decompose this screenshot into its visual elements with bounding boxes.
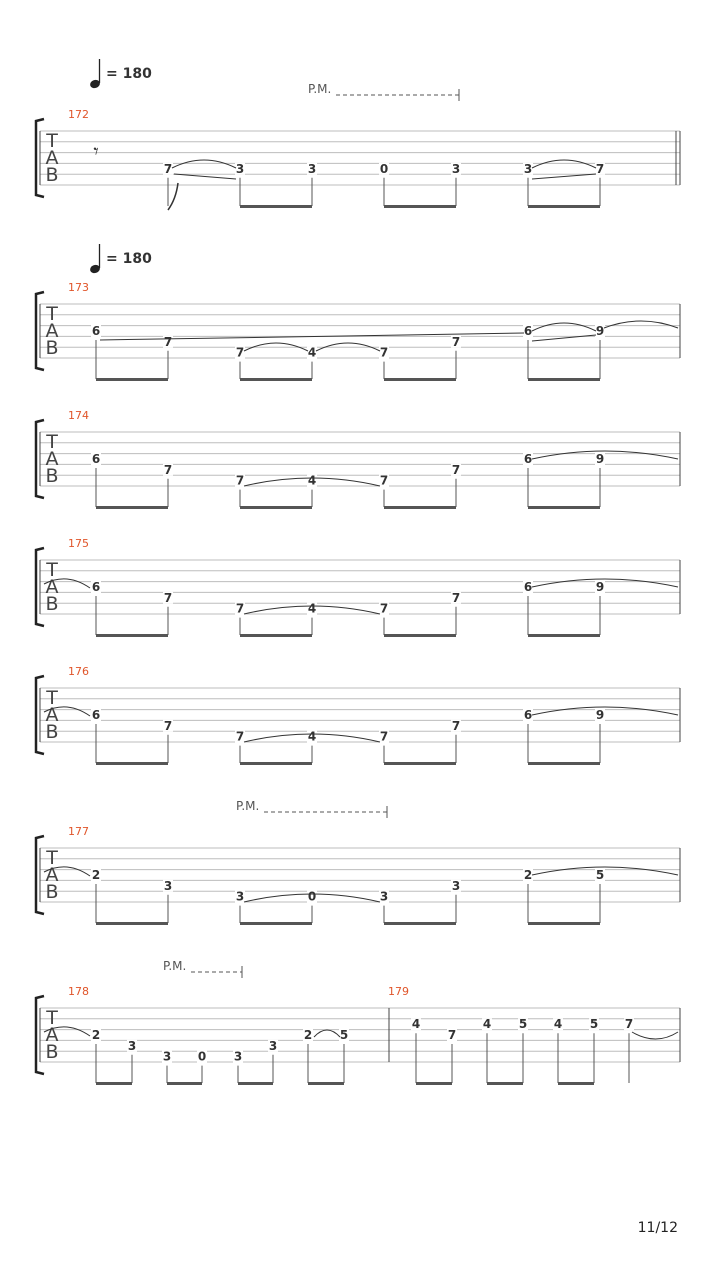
beam (167, 1082, 202, 1085)
fret-number: 6 (91, 708, 101, 722)
bar-number: 174 (68, 409, 89, 422)
bar-number: 175 (68, 537, 89, 550)
tab-clef-letter: B (45, 337, 59, 359)
beam (528, 762, 600, 765)
fret-number: 7 (235, 729, 245, 744)
eighth-rest: 𝄾 (93, 139, 99, 163)
tab-system (36, 409, 680, 509)
fret-number: 4 (307, 345, 317, 360)
tempo-mark: = 180 (106, 66, 152, 82)
fret-number: 9 (595, 708, 605, 722)
beam (96, 1082, 132, 1085)
beam (96, 634, 168, 637)
beam (384, 634, 456, 637)
tab-system (36, 665, 680, 765)
tab-clef-letter: T (46, 847, 58, 869)
beam (240, 922, 312, 925)
beam (384, 922, 456, 925)
bar-number: 172 (68, 108, 89, 121)
tab-clef-letter: A (45, 1024, 59, 1046)
beam (384, 762, 456, 765)
tab-clef-letter: A (45, 864, 59, 886)
fret-number: 7 (163, 718, 173, 733)
fret-number: 4 (307, 473, 317, 488)
beam (308, 1082, 344, 1085)
fret-number: 7 (624, 1017, 634, 1032)
fret-number: 3 (233, 1049, 243, 1064)
beam (240, 762, 312, 765)
fret-number: 7 (235, 473, 245, 488)
tab-system (36, 825, 680, 925)
fret-number: 4 (553, 1017, 563, 1032)
tab-clef-letter: B (45, 593, 59, 615)
fret-number: 6 (523, 452, 533, 466)
fret-number: 0 (307, 889, 317, 904)
fret-number: 4 (411, 1017, 421, 1032)
fret-number: 7 (451, 718, 461, 733)
fret-number: 3 (127, 1038, 137, 1053)
tab-clef-letter: T (46, 559, 58, 581)
fret-number: 5 (339, 1028, 349, 1042)
fret-number: 3 (523, 161, 533, 176)
fret-number: 6 (91, 324, 101, 338)
fret-number: 0 (379, 161, 389, 176)
tab-system (36, 985, 680, 1085)
palm-mute-label: P.M. (236, 799, 260, 813)
fret-number: 7 (235, 345, 245, 360)
beam (240, 205, 312, 208)
fret-number: 6 (523, 708, 533, 722)
beam (558, 1082, 594, 1085)
bar-number: 178 (68, 985, 89, 998)
fret-number: 3 (235, 161, 245, 176)
fret-number: 7 (163, 161, 173, 176)
beam (487, 1082, 523, 1085)
beam (238, 1082, 273, 1085)
beam (528, 922, 600, 925)
tab-clef-letter: A (45, 704, 59, 726)
beam (528, 506, 600, 509)
beam (240, 506, 312, 509)
tie-arc (532, 323, 596, 331)
tie-arc (532, 160, 596, 168)
fret-number: 2 (91, 868, 101, 882)
page-number: 11/12 (637, 1220, 678, 1236)
tab-clef-letter: T (46, 303, 58, 325)
fret-number: 7 (379, 345, 389, 360)
pick-scrape-mark (168, 183, 178, 210)
fret-number: 3 (451, 161, 461, 176)
fret-number: 7 (163, 462, 173, 477)
fret-number: 7 (379, 601, 389, 616)
bar-number: 173 (68, 281, 89, 294)
fret-number: 2 (91, 1028, 101, 1042)
bar-number: 176 (68, 665, 89, 678)
tab-clef-letter: B (45, 721, 59, 743)
tab-clef-letter: B (45, 1041, 59, 1063)
fret-number: 7 (163, 590, 173, 605)
fret-number: 3 (379, 889, 389, 904)
beam (528, 205, 600, 208)
tie-arc (632, 1032, 678, 1039)
beam (240, 378, 312, 381)
fret-number: 6 (91, 452, 101, 466)
beam (96, 922, 168, 925)
tab-clef-letter: B (45, 465, 59, 487)
fret-number: 5 (518, 1017, 528, 1032)
beam (384, 205, 456, 208)
palm-mute-label: P.M. (308, 82, 332, 96)
fret-number: 0 (197, 1049, 207, 1064)
beam (528, 378, 600, 381)
tie-arc (604, 321, 678, 328)
beam (96, 762, 168, 765)
bar-number: 177 (68, 825, 89, 838)
fret-number: 7 (595, 161, 605, 176)
fret-number: 7 (451, 462, 461, 477)
fret-number: 7 (447, 1028, 457, 1042)
fret-number: 2 (303, 1028, 313, 1042)
fret-number: 5 (595, 868, 605, 882)
slide-line (174, 174, 236, 179)
slide-line (532, 174, 596, 179)
beam (528, 634, 600, 637)
tab-clef-letter: T (46, 1007, 58, 1029)
beam (96, 506, 168, 509)
tie-arc (314, 1030, 340, 1037)
tab-clef-letter: B (45, 881, 59, 903)
fret-number: 7 (379, 729, 389, 744)
tab-clef-letter: A (45, 320, 59, 342)
fret-number: 3 (307, 161, 317, 176)
tab-clef-letter: A (45, 576, 59, 598)
tab-system (36, 108, 680, 208)
fret-number: 5 (589, 1017, 599, 1032)
tab-clef-letter: T (46, 687, 58, 709)
tab-clef-letter: A (45, 147, 59, 169)
fret-number: 7 (451, 590, 461, 605)
fret-number: 6 (91, 580, 101, 594)
fret-number: 7 (451, 334, 461, 349)
beam (240, 634, 312, 637)
tempo-mark: = 180 (106, 251, 152, 267)
tie-arc (172, 160, 236, 168)
beam (384, 506, 456, 509)
fret-number: 3 (235, 889, 245, 904)
fret-number: 3 (162, 1049, 172, 1064)
fret-number: 7 (235, 601, 245, 616)
tab-clef-letter: A (45, 448, 59, 470)
fret-number: 9 (595, 452, 605, 466)
fret-number: 3 (163, 878, 173, 893)
beam (96, 378, 168, 381)
tab-system (36, 281, 680, 381)
fret-number: 4 (307, 729, 317, 744)
palm-mute-label: P.M. (163, 959, 187, 973)
fret-number: 6 (523, 580, 533, 594)
beam (384, 378, 456, 381)
tab-clef-letter: T (46, 130, 58, 152)
fret-number: 4 (482, 1017, 492, 1032)
beam (416, 1082, 452, 1085)
tab-clef-letter: B (45, 164, 59, 186)
fret-number: 6 (523, 324, 533, 338)
fret-number: 4 (307, 601, 317, 616)
bar-number: 179 (388, 985, 409, 998)
tab-system (36, 537, 680, 637)
fret-number: 7 (379, 473, 389, 488)
fret-number: 3 (451, 878, 461, 893)
fret-number: 9 (595, 580, 605, 594)
fret-number: 3 (268, 1038, 278, 1053)
fret-number: 2 (523, 868, 533, 882)
tab-clef-letter: T (46, 431, 58, 453)
fret-number: 7 (163, 334, 173, 349)
fret-number: 9 (595, 324, 605, 338)
